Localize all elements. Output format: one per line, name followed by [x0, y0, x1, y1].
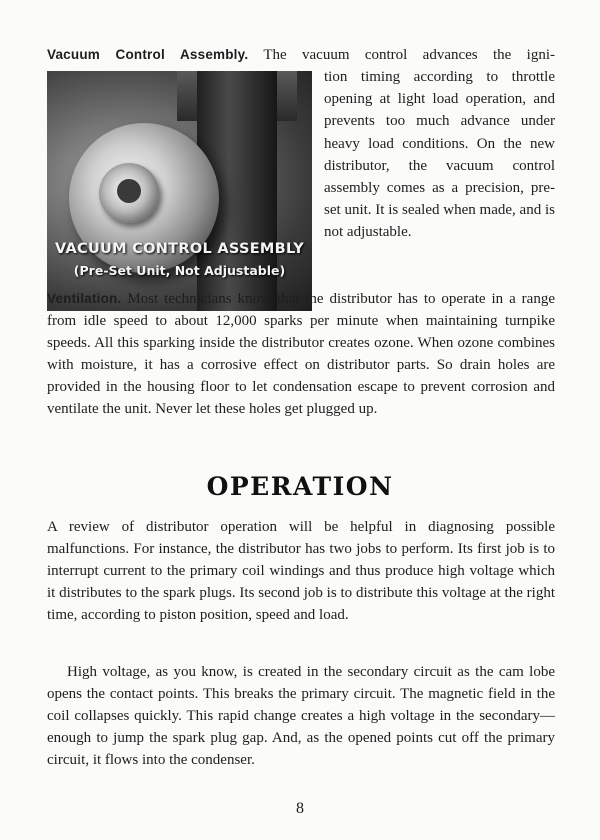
photo-caption-subtitle: (Pre-Set Unit, Not Adjustable) [73, 263, 286, 278]
vacuum-first-line [47, 44, 555, 66]
operation-heading: OPERATION [206, 472, 394, 501]
photo-caption [47, 239, 312, 281]
ventilation-lead-heading: Ventilation. [47, 291, 122, 306]
vacuum-lead-heading: Vacuum Control Assembly. [47, 47, 249, 62]
vacuum-control-section [47, 44, 555, 278]
page-number: 8 [296, 800, 304, 817]
vacuum-body-text: tion timing according to throttle opening at light load operation, and prevents too much advance under heavy load conditions. On the new distributor, the vacuum control assembly comes as a precision, pre-set unit. It is sealed when made, and is not adjustable. [324, 69, 555, 241]
photo-caption-title: VACUUM CONTROL ASSEMBLY [54, 241, 305, 257]
vacuum-control-photo [47, 71, 312, 311]
ventilation-section [47, 288, 555, 420]
vacuum-first-line-text: The vacuum control advances the igni- [248, 47, 555, 63]
operation-paragraph-1: A review of distributor operation will be helpful in diagnosing possible malfunctions. For instance, the distributor has two jobs to perform. Its first job is to interrupt current to the primary coil windings and thus produce high voltage which it distributes to the spark plugs. Its second job is to distribute this voltage at the right time, according to piston position, speed and load. [47, 519, 555, 623]
operation-paragraph-2: High voltage, as you know, is created in the secondary circuit as the cam lobe opens the contact points. This breaks the primary circuit. The magnetic field in the coil collapses quickly. This rapid change creates a high voltage in the secondary—enough to jump the spark plug gap. And, as the opened points cut off the primary circuit, it flows into the condenser. [47, 664, 555, 768]
ventilation-body-text: Most technicians know that the distributor has to operate in a range from idle speed to about 12,000 sparks per minute when maintaining turnpike speeds. All this sparking inside the distributor creates ozone. When ozone combines with moisture, it has a corrosive effect on distributor parts. So drain holes are provided in the housing floor to let condensation escape to prevent corrosion and ventilate the unit. Never let these holes get plugged up. [47, 291, 555, 417]
